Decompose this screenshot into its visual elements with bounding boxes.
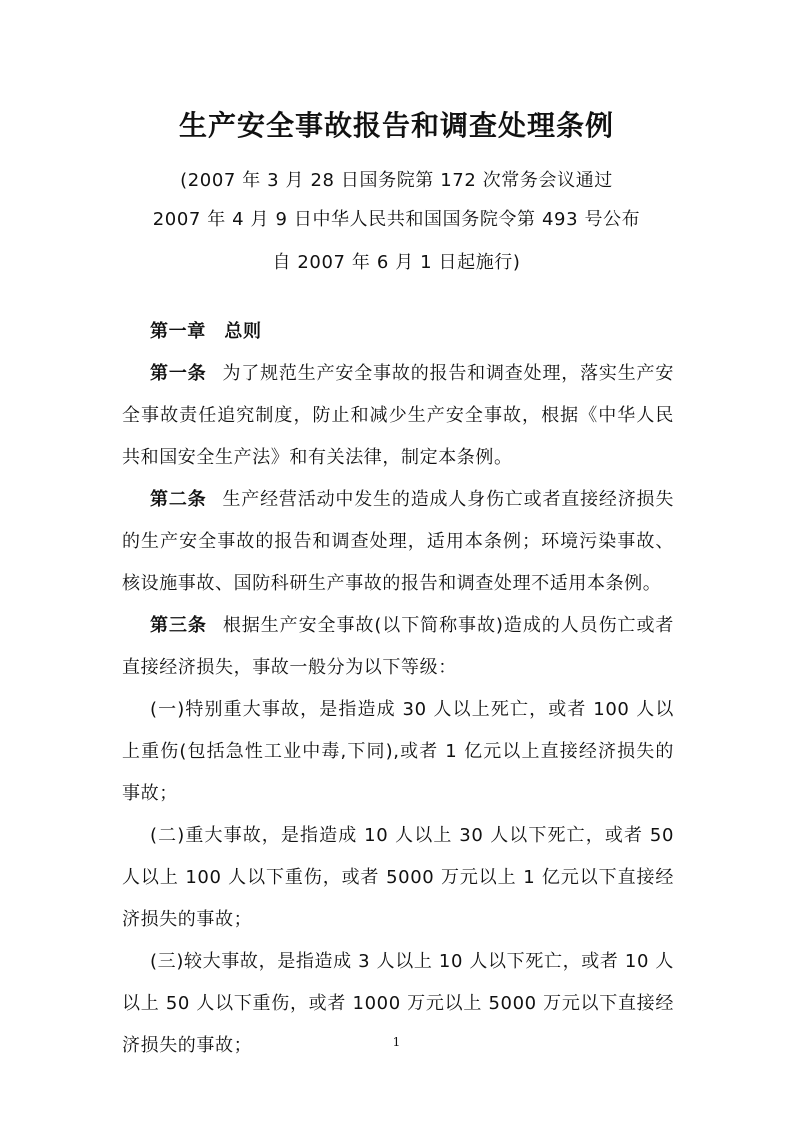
document-body [122, 311, 674, 1067]
list-item: (三)较大事故，是指造成 3 人以上 10 人以下死亡，或者 10 人以上 50 人以下重伤，或者 1000 万元以上 5000 万元以下直接经济损失的事故； [122, 951, 674, 1056]
article-2 [122, 479, 674, 605]
list-item: (一)特别重大事故，是指造成 30 人以上死亡，或者 100 人以上重伤(包括急性工业中毒,下同),或者 1 亿元以上直接经济损失的事故； [122, 699, 674, 804]
article-text: 根据生产安全事故(以下简称事故)造成的人员伤亡或者直接经济损失，事故一般分为以下等级： [122, 615, 674, 678]
chapter-title: 第一章 总则 [150, 321, 262, 342]
subtitle-line-3: 自 2007 年 6 月 1 日起施行) [272, 252, 521, 273]
article-1 [122, 353, 674, 479]
chapter-heading [122, 311, 674, 353]
article-label: 第二条 [150, 489, 207, 510]
subtitle-line-2: 2007 年 4 月 9 日中华人民共和国国务院令第 493 号公布 [152, 209, 641, 230]
article-label: 第一条 [150, 363, 207, 384]
list-item: (二)重大事故，是指造成 10 人以上 30 人以下死亡，或者 50 人以上 100 人以下重伤，或者 5000 万元以上 1 亿元以下直接经济损失的事故； [122, 825, 674, 930]
subtitle-line-1: (2007 年 3 月 28 日国务院第 172 次常务会议通过 [180, 170, 613, 191]
article-3 [122, 605, 674, 689]
article-label: 第三条 [150, 615, 207, 636]
page-number: 1 [392, 1035, 401, 1049]
document-title: 生产安全事故报告和调查处理条例 [178, 109, 614, 142]
article-text: 生产经营活动中发生的造成人身伤亡或者直接经济损失的生产安全事故的报告和调查处理，适用本条例；环境污染事故、核设施事故、国防科研生产事故的报告和调查处理不适用本条例。 [122, 489, 674, 594]
article-text: 为了规范生产安全事故的报告和调查处理，落实生产安全事故责任追究制度，防止和减少生产安全事故，根据《中华人民共和国安全生产法》和有关法律，制定本条例。 [122, 363, 674, 468]
